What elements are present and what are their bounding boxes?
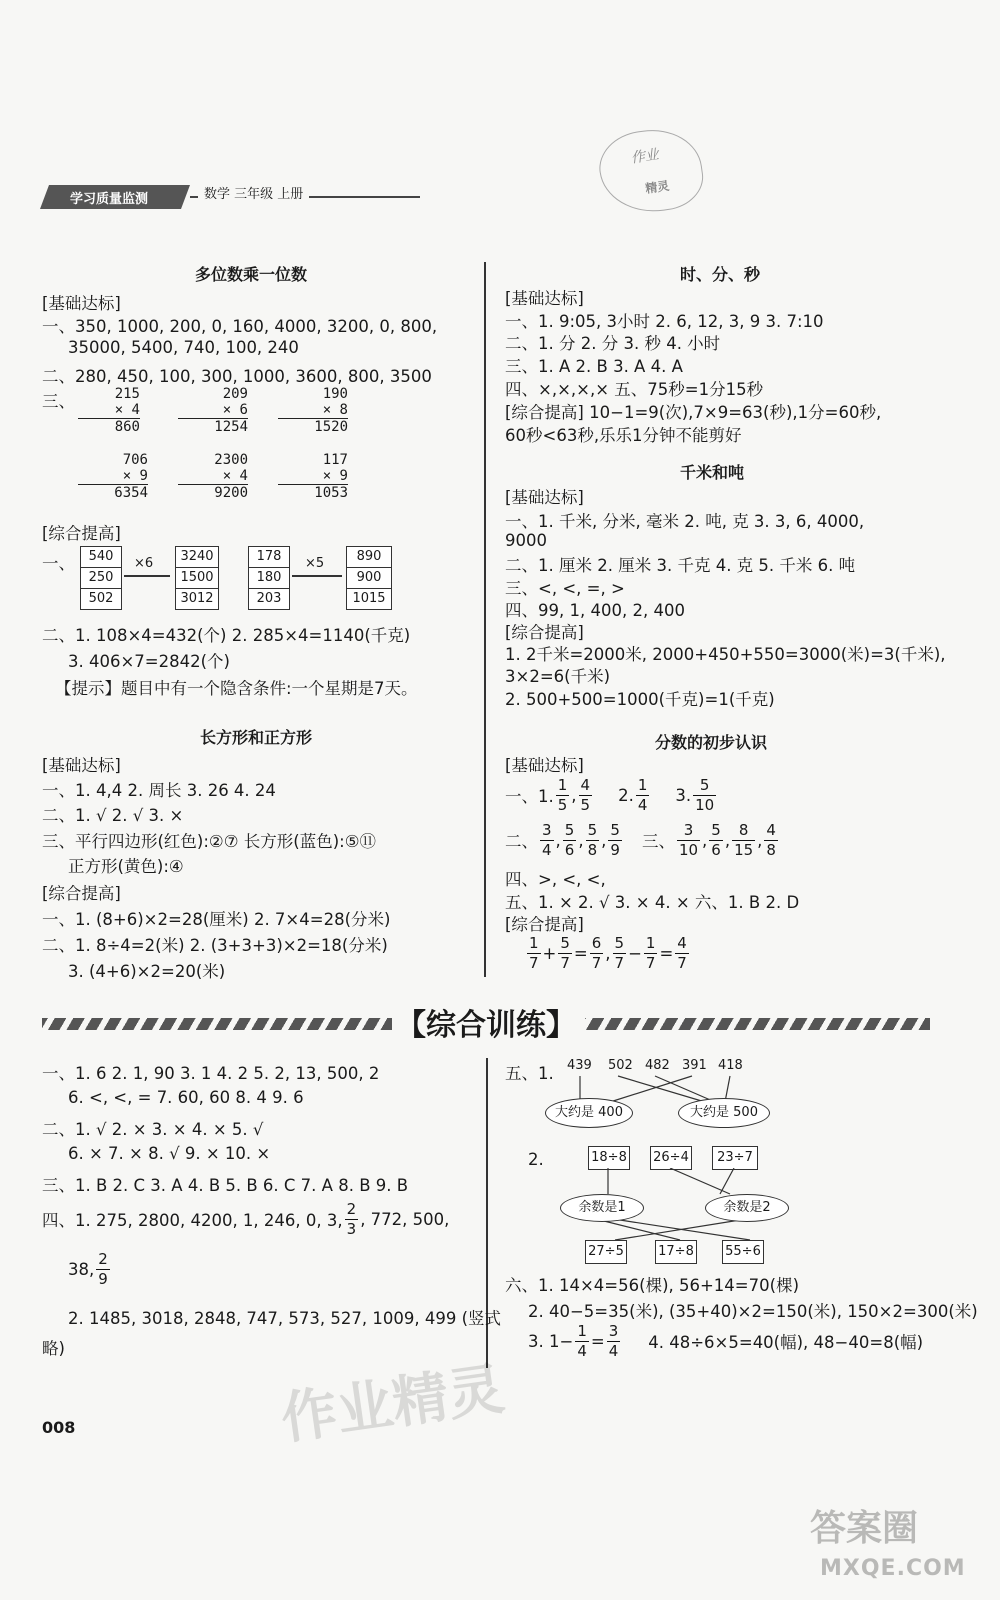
calc-operand: 190 [322, 386, 348, 402]
calc-result: 1520 [278, 418, 348, 435]
fraction [764, 820, 778, 859]
fraction [96, 1249, 110, 1288]
basic-label: [基础达标] [505, 756, 584, 775]
banner-stripes-left [42, 1018, 392, 1030]
section-banner: 【综合训练】 [396, 1008, 576, 1043]
calc-multiplier: × 9 [122, 468, 148, 484]
fraction [527, 933, 541, 972]
row-prefix: 一、1. [505, 787, 554, 806]
answer-line: 二、280, 450, 100, 300, 1000, 3600, 800, 3500 [42, 367, 432, 386]
numerator: 1 [645, 933, 656, 952]
section-title-km: 千米和吨 [680, 463, 745, 482]
denominator: 4 [542, 840, 552, 859]
fraction [590, 933, 604, 972]
numerator: 8 [732, 823, 755, 841]
box-cell: 3240 [176, 547, 218, 568]
fraction [558, 933, 572, 972]
stamp-bottom: 精灵 [644, 178, 671, 196]
answer-line: 三、1. A 2. B 3. A 4. A [505, 357, 683, 376]
answer-line: 二、1. 分 2. 分 3. 秒 4. 小时 [505, 334, 721, 353]
division-box [712, 1146, 758, 1170]
category-oval [705, 1194, 789, 1222]
answer-line: 三、 [42, 392, 75, 411]
calc-multiplier: × 6 [222, 402, 248, 418]
denominator: 4 [608, 1341, 619, 1360]
calc-operand: 215 [114, 386, 140, 402]
answer-line: 3. 406×7=2842(个) [68, 652, 230, 671]
corner-url: MXQE.COM [820, 1556, 966, 1581]
denominator: 10 [695, 795, 715, 814]
answer-line: 6. × 7. × 8. √ 9. × 10. × [68, 1144, 271, 1163]
answer-line: 一、 [42, 554, 75, 573]
hint-line: 【提示】题目中有一个隐含条件:一个星期是7天。 [55, 679, 418, 698]
fraction [709, 820, 723, 859]
denominator: 3 [346, 1219, 357, 1238]
denominator: 4 [637, 795, 648, 814]
numerator: 5 [693, 778, 716, 796]
denominator: 7 [591, 953, 602, 972]
denominator: 7 [529, 953, 539, 972]
answer-line: 四、>, <, <, [505, 870, 606, 889]
comma: , [605, 943, 611, 963]
series-title: 学习质量监测 [70, 192, 149, 207]
numerator: 5 [610, 820, 620, 839]
answer-line: 2. 500+500=1000(千克)=1(千克) [505, 690, 775, 709]
section-title-multiply: 多位数乘一位数 [195, 265, 308, 284]
division-box [722, 1240, 764, 1264]
box-cell: 180 [249, 568, 289, 589]
calc-operand: 209 [222, 386, 248, 402]
numerator: 1 [529, 933, 539, 952]
oval-label: 余数是2 [723, 1200, 771, 1215]
number-label: 502 [608, 1058, 633, 1073]
numerator: 1 [577, 1321, 587, 1340]
denominator: 5 [557, 795, 568, 814]
corner-logo: 答案圈 [810, 1508, 919, 1549]
answer-line: 1. 2千米=2000米, 2000+450+550=3000(米)=3(千米), [505, 645, 946, 664]
comma: , [578, 830, 584, 850]
box-label: 17÷8 [658, 1244, 694, 1259]
answer-line: 略) [42, 1339, 65, 1358]
numerator: 1 [637, 775, 648, 794]
answer-line: 2. 40−5=35(米), (35+40)×2=150(米), 150×2=300(米) [528, 1302, 978, 1321]
fraction [677, 820, 700, 859]
calc-result: 6354 [78, 484, 148, 501]
calc-multiplier: × 8 [322, 402, 348, 418]
numerator: 5 [614, 933, 625, 952]
advanced-label: [综合提高] [505, 623, 584, 642]
comma: , [571, 785, 577, 805]
row-prefix: 三、 [641, 832, 675, 851]
fraction [693, 775, 716, 814]
answer-line: 二、1. 8÷4=2(米) 2. (3+3+3)×2=18(分米) [42, 936, 388, 955]
denominator: 10 [678, 840, 699, 859]
calc-operand: 117 [322, 452, 348, 468]
fraction-row [68, 1246, 112, 1292]
fraction [540, 820, 554, 859]
answer-line: 一、1. 千米, 分米, 毫米 2. 吨, 克 3. 3, 6, 4000, [505, 512, 865, 531]
fraction [586, 820, 600, 859]
arrow-icon [292, 575, 342, 577]
answer-line: 三、<, <, =, > [505, 579, 625, 598]
vertical-calc [78, 452, 148, 501]
calc-result: 860 [78, 418, 140, 435]
oval-label: 大约是 500 [690, 1105, 758, 1120]
vertical-calc [178, 386, 248, 435]
advanced-label: [综合提高] [42, 884, 121, 903]
oval-label: 余数是1 [578, 1200, 626, 1215]
numerator: 4 [677, 933, 687, 952]
denominator: 9 [610, 840, 620, 859]
advanced-label: [综合提高] [505, 915, 584, 934]
vertical-calc [178, 452, 248, 501]
fraction [636, 775, 650, 814]
basic-label: [基础达标] [505, 488, 584, 507]
division-box [585, 1240, 627, 1264]
section-title-fraction: 分数的初步认识 [655, 733, 768, 752]
box-cell: 890 [347, 547, 391, 568]
denominator: 9 [98, 1269, 108, 1288]
numerator: 4 [766, 820, 776, 839]
box-cell: 203 [256, 591, 282, 606]
header-bar [40, 185, 390, 211]
row-prefix: 二、 [505, 832, 538, 851]
book-title: 数学 三年级 上册 [198, 183, 309, 202]
fraction [556, 775, 570, 814]
denominator: 15 [734, 840, 754, 859]
fraction [607, 1321, 621, 1360]
denominator: 8 [587, 840, 598, 859]
number-label: 418 [718, 1058, 743, 1073]
category-oval [545, 1098, 633, 1128]
minus-sign: − [628, 943, 642, 963]
denominator: 7 [645, 953, 656, 972]
answer-line: 6. <, <, = 7. 60, 60 8. 4 9. 6 [68, 1088, 304, 1107]
denominator: 6 [564, 840, 575, 859]
box-label: 18÷8 [591, 1150, 627, 1165]
row-prefix: 3. [675, 785, 692, 805]
answer-line: 四、99, 1, 400, 2, 400 [505, 601, 685, 620]
box-cell: 540 [81, 547, 121, 568]
number-label: 482 [645, 1058, 670, 1073]
answer-line: 六、1. 14×4=56(棵), 56+14=70(棵) [505, 1276, 800, 1295]
answer-line: 二、1. 108×4=432(个) 2. 285×4=1140(千克) [42, 626, 411, 645]
box-cell: 502 [88, 591, 114, 606]
numerator: 5 [711, 820, 721, 839]
answer-line: 三、平行四边形(红色):②⑦ 长方形(蓝色):⑤⑪ [42, 832, 376, 851]
number-label: 439 [567, 1058, 592, 1073]
number-label: 391 [682, 1058, 707, 1073]
basic-label: [基础达标] [505, 289, 584, 308]
watermark: 作业精灵 [277, 1356, 509, 1453]
answer-line: 二、1. √ 2. √ 3. × [42, 806, 184, 825]
denominator: 7 [614, 953, 625, 972]
vertical-calc [78, 386, 140, 435]
comma: , [555, 830, 561, 850]
denominator: 7 [560, 953, 570, 972]
fraction [675, 933, 689, 972]
answer-line: 35000, 5400, 740, 100, 240 [68, 338, 299, 357]
fraction [732, 820, 755, 859]
fraction [579, 775, 593, 814]
box-cell: 1015 [352, 591, 386, 606]
comma: , [757, 830, 763, 850]
numerator: 6 [591, 933, 602, 952]
comma: , [724, 830, 731, 850]
answer-line: 一、1. 9:05, 3小时 2. 6, 12, 3, 9 3. 7:10 [505, 312, 824, 331]
fraction-row [528, 1318, 923, 1364]
answer-line: 一、1. 4,4 2. 周长 3. 26 4. 24 [42, 781, 276, 800]
denominator: 6 [711, 840, 721, 859]
box-cell: 1500 [176, 568, 218, 589]
answer-line: 二、1. √ 2. × 3. × 4. × 5. √ [42, 1120, 264, 1139]
section-title-rectangle: 长方形和正方形 [200, 728, 313, 747]
number-box [346, 546, 392, 610]
number-box [175, 546, 219, 610]
operation-label: ×5 [305, 556, 325, 571]
denominator: 5 [580, 795, 591, 814]
fraction [345, 1199, 359, 1238]
fraction-row [505, 772, 718, 818]
numerator: 1 [557, 775, 568, 794]
denominator: 7 [677, 953, 687, 972]
number-box [248, 546, 290, 610]
numerator: 3 [542, 820, 552, 839]
calc-multiplier: × 4 [222, 468, 248, 484]
advanced-label: [综合提高] [42, 524, 121, 543]
answer-line: 3×2=6(千米) [505, 667, 611, 686]
section-title-time: 时、分、秒 [680, 265, 761, 284]
equals-sign: = [590, 1331, 605, 1351]
fraction [613, 933, 627, 972]
page-number: 008 [42, 1418, 76, 1437]
fraction [644, 933, 658, 972]
category-oval [560, 1194, 644, 1222]
division-box [588, 1146, 630, 1170]
stamp-logo [595, 123, 707, 218]
box-label: 23÷7 [717, 1150, 753, 1165]
numerator: 2 [98, 1249, 108, 1268]
calc-result: 9200 [178, 484, 248, 501]
calc-operand: 2300 [214, 452, 248, 468]
stamp-top: 作业 [629, 146, 660, 167]
denominator: 8 [766, 840, 776, 859]
row-text: 四、1. 275, 2800, 4200, 1, 246, 0, 3, [42, 1211, 343, 1230]
answer-line: 2. 1485, 3018, 2848, 747, 573, 527, 1009, 499 (竖式 [68, 1309, 502, 1328]
vertical-calc [278, 386, 348, 435]
calc-multiplier: × 4 [114, 402, 140, 418]
box-label: 55÷6 [725, 1244, 761, 1259]
comma: , [601, 830, 607, 850]
fraction-row [42, 1196, 449, 1242]
fraction [608, 820, 622, 859]
answer-line: 五、1. [505, 1064, 554, 1083]
answer-line: 三、1. B 2. C 3. A 4. B 5. B 6. C 7. A 8. B 9. B [42, 1176, 409, 1195]
operation-label: ×6 [134, 556, 154, 571]
numerator: 4 [580, 775, 591, 794]
answer-line: 3. (4+6)×2=20(米) [68, 962, 226, 981]
answer-line: 一、1. (8+6)×2=28(厘米) 2. 7×4=28(分米) [42, 910, 391, 929]
number-box [80, 546, 122, 610]
row-prefix: 2. [618, 785, 634, 805]
calc-operand: 706 [122, 452, 148, 468]
vertical-calc [278, 452, 348, 501]
fraction-row [505, 817, 780, 863]
fraction [575, 1321, 589, 1360]
banner-stripes-right [585, 1018, 930, 1030]
equals-sign: = [659, 943, 674, 963]
box-label: 27÷5 [588, 1244, 624, 1259]
equals-sign: = [573, 943, 588, 963]
division-box [655, 1240, 697, 1264]
denominator: 4 [577, 1341, 587, 1360]
box-cell: 900 [347, 568, 391, 589]
row-text: 4. 48÷6×5=40(幅), 48−40=8(幅) [648, 1333, 924, 1352]
basic-label: [基础达标] [42, 294, 121, 313]
basic-label: [基础达标] [42, 756, 121, 775]
calc-multiplier: × 9 [322, 468, 348, 484]
answer-line: 一、350, 1000, 200, 0, 160, 4000, 3200, 0, 800, [42, 317, 438, 336]
answer-line: 2. [528, 1150, 544, 1169]
calc-result: 1254 [178, 418, 248, 435]
fraction-equation [525, 930, 691, 976]
oval-label: 大约是 400 [555, 1105, 623, 1120]
numerator: 2 [346, 1199, 357, 1218]
box-cell: 3012 [180, 591, 214, 606]
answer-line: 一、1. 6 2. 1, 90 3. 1 4. 2 5. 2, 13, 500, 2 [42, 1064, 380, 1083]
numerator: 3 [677, 823, 700, 841]
numerator: 5 [560, 933, 570, 952]
category-oval [678, 1098, 770, 1128]
box-label: 26÷4 [653, 1150, 689, 1165]
calc-result: 1053 [278, 484, 348, 501]
answer-line: 9000 [505, 531, 547, 550]
column-divider-top [484, 262, 486, 977]
answer-line: 五、1. × 2. √ 3. × 4. × 六、1. B 2. D [505, 893, 800, 912]
answer-line: 四、×,×,×,× 五、75秒=1分15秒 [505, 380, 764, 399]
comma: , [702, 830, 708, 850]
arrow-icon [124, 575, 170, 577]
numerator: 3 [608, 1321, 619, 1340]
numerator: 5 [564, 820, 575, 839]
answer-line: 60秒<63秒,乐乐1分钟不能剪好 [505, 426, 742, 445]
row-text: 38, [68, 1259, 95, 1279]
fraction [563, 820, 577, 859]
answer-line: [综合提高] 10−1=9(次),7×9=63(秒),1分=60秒, [505, 403, 882, 422]
answer-line: 二、1. 厘米 2. 厘米 3. 千克 4. 克 5. 千米 6. 吨 [505, 556, 856, 575]
answer-line: 正方形(黄色):④ [68, 857, 184, 876]
division-box [650, 1146, 692, 1170]
plus-sign: + [542, 943, 557, 963]
numerator: 5 [587, 820, 598, 839]
box-cell: 250 [81, 568, 121, 589]
row-text: 3. 1− [528, 1331, 574, 1351]
box-cell: 178 [249, 547, 289, 568]
row-text: , 772, 500, [360, 1209, 450, 1229]
